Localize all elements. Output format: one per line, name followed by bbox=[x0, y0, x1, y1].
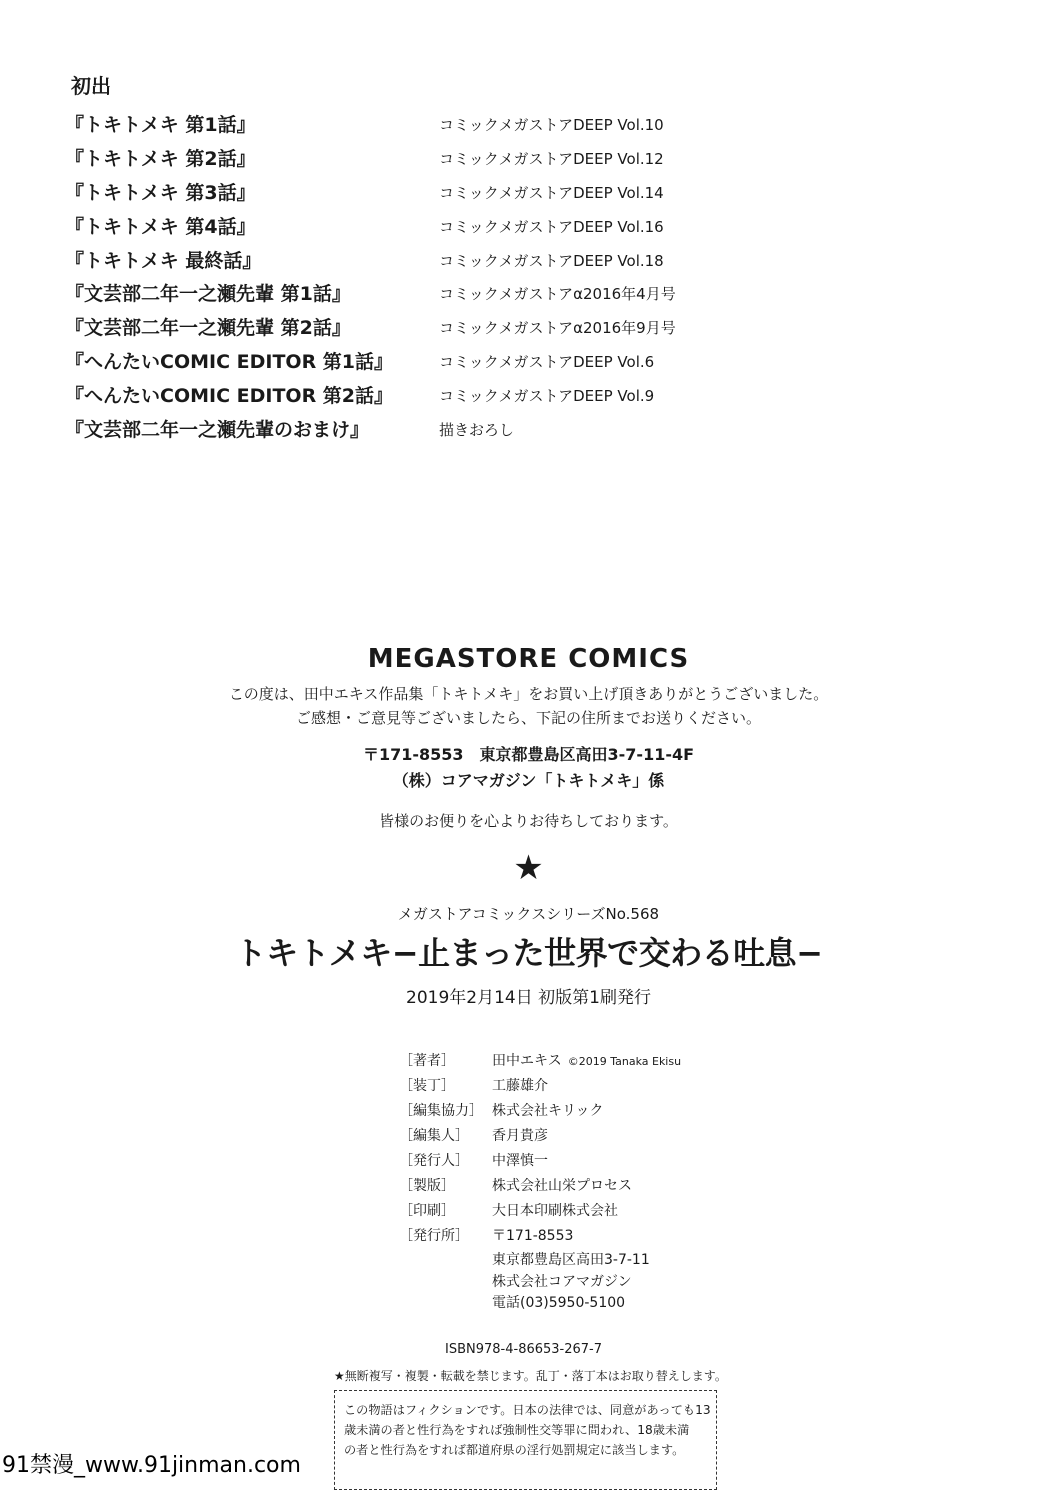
magazine-source: コミックメガストアDEEP Vol.6 bbox=[439, 353, 655, 372]
disclaimer-line: この物語はフィクションです。日本の法律では、同意があっても13 bbox=[344, 1403, 711, 1417]
closing-message: 皆様のお便りを心よりお待ちしております。 bbox=[379, 812, 678, 830]
story-title: 『へんたいCOMIC EDITOR 第2話』 bbox=[65, 385, 394, 408]
disclaimer-line: 歳未満の者と性行為をすれば強制性交等罪に問われ、18歳未満 bbox=[344, 1423, 690, 1437]
feedback-request: ご感想・ご意見等ございましたら、下記の住所までお送りください。 bbox=[295, 709, 761, 727]
credit-row bbox=[399, 1175, 759, 1200]
first-appearance-row bbox=[65, 345, 705, 379]
magazine-source: コミックメガストアDEEP Vol.9 bbox=[439, 387, 655, 406]
credit-value bbox=[492, 1050, 681, 1070]
credit-label: ［製版］ bbox=[399, 1178, 455, 1194]
credit-label: ［編集協力］ bbox=[399, 1103, 483, 1119]
first-appearance-row bbox=[65, 108, 705, 142]
first-appearance-row bbox=[65, 311, 705, 345]
story-title: 『トキトメキ 第1話』 bbox=[65, 114, 256, 136]
first-appearance-row bbox=[65, 379, 705, 413]
star-icon: ★ bbox=[513, 848, 544, 888]
credit-value: 中澤慎一 bbox=[492, 1153, 548, 1169]
credit-label: ［発行人］ bbox=[399, 1153, 469, 1169]
brand-title: MEGASTORE COMICS bbox=[367, 644, 690, 674]
first-appearance-list bbox=[65, 108, 705, 447]
mailing-address: 〒171-8553 東京都豊島区高田3-7-11-4F bbox=[362, 745, 695, 764]
credit-row bbox=[399, 1150, 759, 1175]
credit-row bbox=[399, 1125, 759, 1150]
publisher-phone: 電話(03)5950-5100 bbox=[492, 1295, 626, 1311]
credit-value: 大日本印刷株式会社 bbox=[492, 1203, 618, 1219]
credit-row bbox=[399, 1200, 759, 1225]
magazine-source: コミックメガストアDEEP Vol.12 bbox=[439, 149, 664, 168]
story-title: 『文芸部二年一之瀬先輩のおまけ』 bbox=[65, 419, 370, 442]
publisher-name: 株式会社コアマガジン bbox=[492, 1273, 632, 1290]
book-title: トキトメキ−止まった世界で交わる吐息− bbox=[234, 934, 823, 972]
credit-row bbox=[399, 1100, 759, 1125]
credit-row bbox=[399, 1050, 759, 1075]
author-name: 田中エキス bbox=[492, 1053, 562, 1069]
credits-table bbox=[399, 1050, 759, 1311]
publisher-row bbox=[399, 1225, 759, 1311]
magazine-source: コミックメガストアDEEP Vol.14 bbox=[439, 183, 664, 202]
credit-label: ［編集人］ bbox=[399, 1128, 469, 1144]
isbn: ISBN978-4-86653-267-7 bbox=[445, 1342, 603, 1357]
credit-label: ［装丁］ bbox=[399, 1078, 455, 1094]
first-appearance-row bbox=[65, 176, 705, 210]
disclaimer-line: の者と性行為をすれば都道府県の淫行処罰規定に該当します。 bbox=[344, 1443, 685, 1457]
credit-label: ［発行所］ bbox=[399, 1228, 469, 1244]
thanks-message: この度は、田中エキス作品集「トキトメキ」をお買い上げ頂きありがとうございました。 bbox=[228, 685, 829, 703]
series-number: メガストアコミックスシリーズNo.568 bbox=[397, 905, 660, 923]
publisher-address bbox=[492, 1249, 650, 1314]
magazine-source: 描きおろし bbox=[439, 421, 515, 440]
publisher-address-line: 東京都豊島区高田3-7-11 bbox=[492, 1252, 650, 1268]
story-title: 『文芸部二年一之瀬先輩 第2話』 bbox=[65, 317, 351, 340]
mailing-recipient: （株）コアマガジン「トキトメキ」係 bbox=[392, 771, 665, 790]
credit-label: ［著者］ bbox=[399, 1053, 455, 1069]
credit-value: 株式会社山栄プロセス bbox=[492, 1178, 632, 1194]
magazine-source: コミックメガストアDEEP Vol.18 bbox=[439, 251, 664, 270]
magazine-source: コミックメガストアDEEP Vol.16 bbox=[439, 217, 664, 236]
credit-value: 工藤雄介 bbox=[492, 1078, 548, 1094]
first-appearance-row bbox=[65, 210, 705, 244]
first-appearance-row bbox=[65, 244, 705, 278]
story-title: 『トキトメキ 最終話』 bbox=[65, 249, 262, 272]
credit-row bbox=[399, 1075, 759, 1100]
first-appearance-row bbox=[65, 142, 705, 176]
story-title: 『文芸部二年一之瀬先輩 第1話』 bbox=[65, 283, 351, 306]
publication-date: 2019年2月14日 初版第1刷発行 bbox=[406, 988, 651, 1008]
first-appearance-heading: 初出 bbox=[71, 74, 111, 98]
magazine-source: コミックメガストアα2016年4月号 bbox=[439, 285, 676, 304]
credit-value: 株式会社キリック bbox=[492, 1103, 604, 1119]
magazine-source: コミックメガストアDEEP Vol.10 bbox=[439, 116, 664, 134]
rights-notice: ★無断複写・複製・転載を禁じます。乱丁・落丁本はお取り替えします。 bbox=[334, 1369, 727, 1383]
magazine-source: コミックメガストアα2016年9月号 bbox=[439, 319, 676, 338]
fiction-disclaimer-box bbox=[334, 1390, 717, 1490]
copyright-note: ©2019 Tanaka Ekisu bbox=[567, 1055, 682, 1068]
story-title: 『トキトメキ 第2話』 bbox=[65, 147, 256, 170]
story-title: 『トキトメキ 第3話』 bbox=[65, 181, 256, 204]
credit-label: ［印刷］ bbox=[399, 1203, 455, 1219]
credit-value: 香月貴彦 bbox=[492, 1128, 548, 1144]
first-appearance-row bbox=[65, 413, 705, 447]
publisher-postal-code: 〒171-8553 bbox=[492, 1228, 574, 1244]
first-appearance-row bbox=[65, 277, 705, 311]
story-title: 『トキトメキ 第4話』 bbox=[65, 215, 256, 238]
site-watermark: 91禁漫_www.91jinman.com bbox=[0, 1443, 311, 1489]
story-title: 『へんたいCOMIC EDITOR 第1話』 bbox=[65, 351, 394, 374]
